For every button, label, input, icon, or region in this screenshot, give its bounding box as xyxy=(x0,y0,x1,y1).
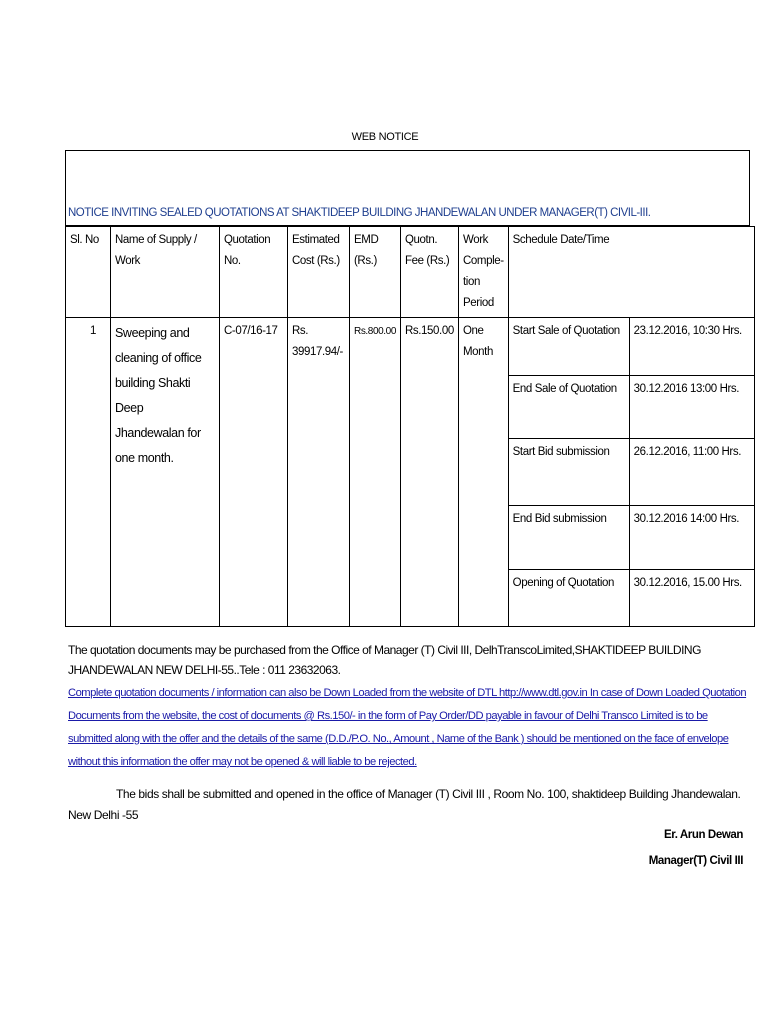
schedule-event: End Sale of Quotation xyxy=(508,376,629,439)
schedule-event: End Bid submission xyxy=(508,506,629,570)
header-completion-period: Work Comple-tion Period xyxy=(459,227,509,318)
quotation-table xyxy=(65,226,755,627)
bids-info-paragraph xyxy=(68,784,748,826)
schedule-datetime: 26.12.2016, 11:00 Hrs. xyxy=(629,439,754,506)
schedule-event: Opening of Quotation xyxy=(508,570,629,627)
schedule-datetime: 30.12.2016 13:00 Hrs. xyxy=(629,376,754,439)
header-quotn-fee: Quotn. Fee (Rs.) xyxy=(401,227,459,318)
header-estimated-cost: Estimated Cost (Rs.) xyxy=(288,227,350,318)
purchase-info-paragraph: The quotation documents may be purchased from the Office of Manager (T) Civil III, DelhTranscoLimited,SHAKTIDEEP BUILDING JHANDEWALAN NEW DELHI-55..Tele : 011 23632063. xyxy=(68,643,701,677)
schedule-datetime: 30.12.2016, 15.00 Hrs. xyxy=(629,570,754,627)
row-supply: Sweeping and cleaning of office building Shakti Deep Jhandewalan for one month. xyxy=(111,318,220,627)
schedule-event: Start Bid submission xyxy=(508,439,629,506)
row-sl-no: 1 xyxy=(66,318,111,627)
signatory-designation: Manager(T) Civil III xyxy=(648,855,743,867)
header-emd: EMD (Rs.) xyxy=(350,227,401,318)
header-sl-no: Sl. No xyxy=(66,227,111,318)
header-quotation-no: Quotation No. xyxy=(220,227,288,318)
row-completion-period: One Month xyxy=(459,318,509,627)
page-title: WEB NOTICE xyxy=(351,131,419,143)
header-schedule: Schedule Date/Time xyxy=(508,227,754,318)
header-supply: Name of Supply / Work xyxy=(111,227,220,318)
bids-info-text: The bids shall be submitted and opened in the office of Manager (T) Civil III , Room No. 100, shaktideep Building Jhandewalan. New Delhi -55 xyxy=(68,787,741,822)
row-emd: Rs.800.00 xyxy=(350,318,401,627)
schedule-datetime: 30.12.2016 14:00 Hrs. xyxy=(629,506,754,570)
row-estimated-cost: Rs. 39917.94/- xyxy=(288,318,350,627)
signatory-name: Er. Arun Dewan xyxy=(664,829,743,841)
row-quotn-fee: Rs.150.00 xyxy=(401,318,459,627)
schedule-datetime: 23.12.2016, 10:30 Hrs. xyxy=(629,318,754,376)
row-quotation-no: C-07/16-17 xyxy=(220,318,288,627)
table-row xyxy=(66,318,755,376)
table-header-row xyxy=(66,227,755,318)
schedule-event: Start Sale of Quotation xyxy=(508,318,629,376)
notice-heading: NOTICE INVITING SEALED QUOTATIONS AT SHAKTIDEEP BUILDING JHANDEWALAN UNDER MANAGER(T) CIVIL-III. xyxy=(68,207,651,219)
download-info-paragraph: Complete quotation documents / information can also be Down Loaded from the website of DTL http://www.dtl.gov.in In case of Down Loaded Quotation Documents from the website, the cost of documents @ Rs.150/- in the form of Pay Order/DD payable in favour of Delhi Transco Limited is to be submitted along with the offer and the details of the same (D.D./P.O. No., Amount , Name of the Bank ) should be mentioned on the face of envelope without this information the offer may not be opened & will liable to be rejected. xyxy=(68,687,747,768)
